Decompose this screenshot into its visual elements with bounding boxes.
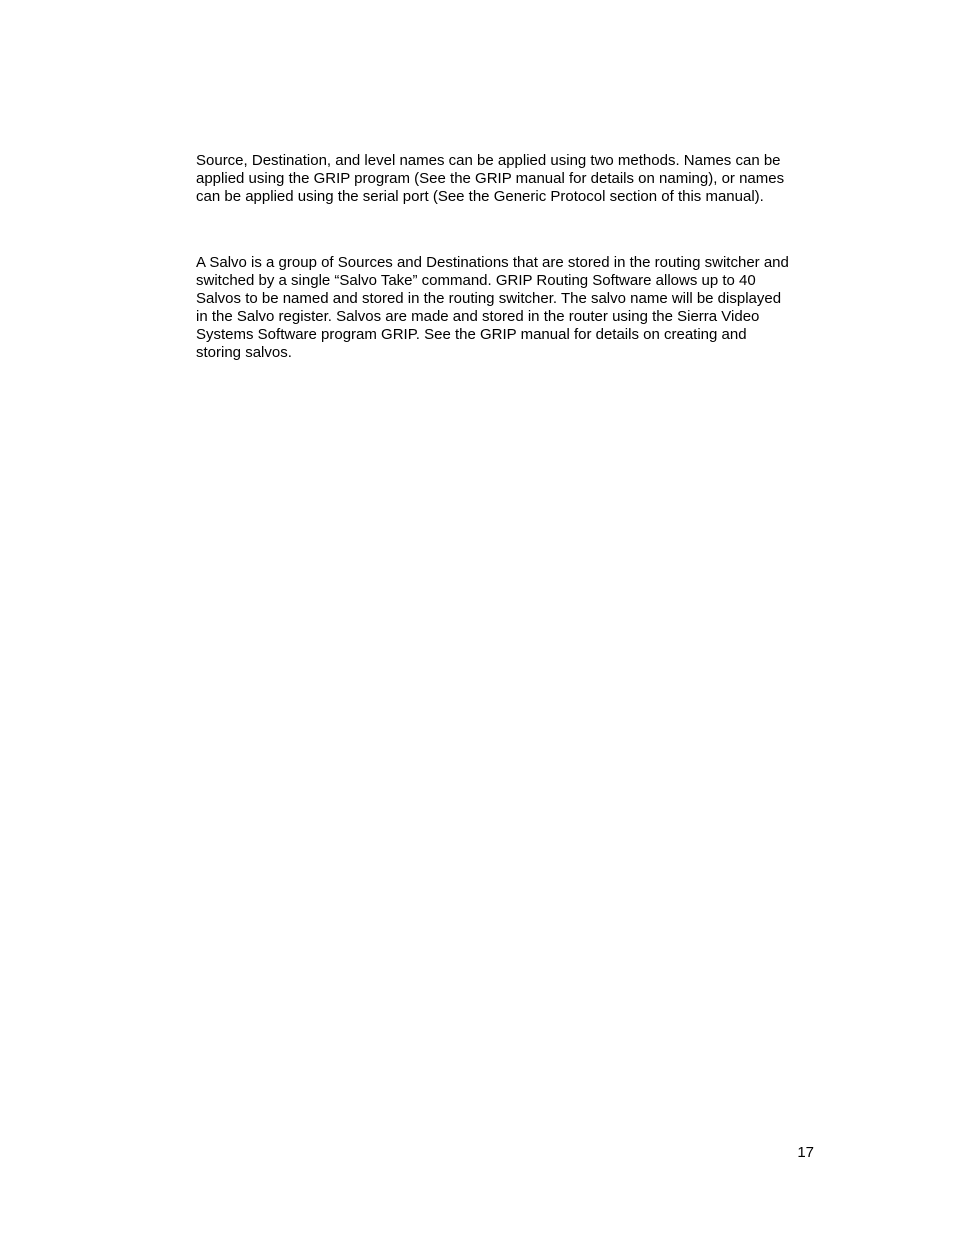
paragraph-line: in the Salvo register. Salvos are made and stored in the router using the Sierra Video xyxy=(196,308,760,325)
paragraph-line: applied using the GRIP program (See the GRIP manual for details on naming), or names xyxy=(196,170,785,187)
salvo-paragraph xyxy=(196,254,818,362)
paragraph-line: Salvos to be named and stored in the routing switcher. The salvo name will be displayed xyxy=(196,290,782,307)
naming-paragraph xyxy=(196,152,818,206)
paragraph-line: can be applied using the serial port (See the Generic Protocol section of this manual). xyxy=(196,188,764,205)
paragraph-line: Systems Software program GRIP. See the GRIP manual for details on creating and xyxy=(196,326,747,343)
paragraph-line: A Salvo is a group of Sources and Destinations that are stored in the routing switcher and xyxy=(196,254,789,271)
paragraph-line: Source, Destination, and level names can be applied using two methods. Names can be xyxy=(196,152,781,169)
paragraph-line: storing salvos. xyxy=(196,344,292,361)
page-number: 17 xyxy=(797,1144,814,1161)
paragraph-line: switched by a single “Salvo Take” command. GRIP Routing Software allows up to 40 xyxy=(196,272,756,289)
